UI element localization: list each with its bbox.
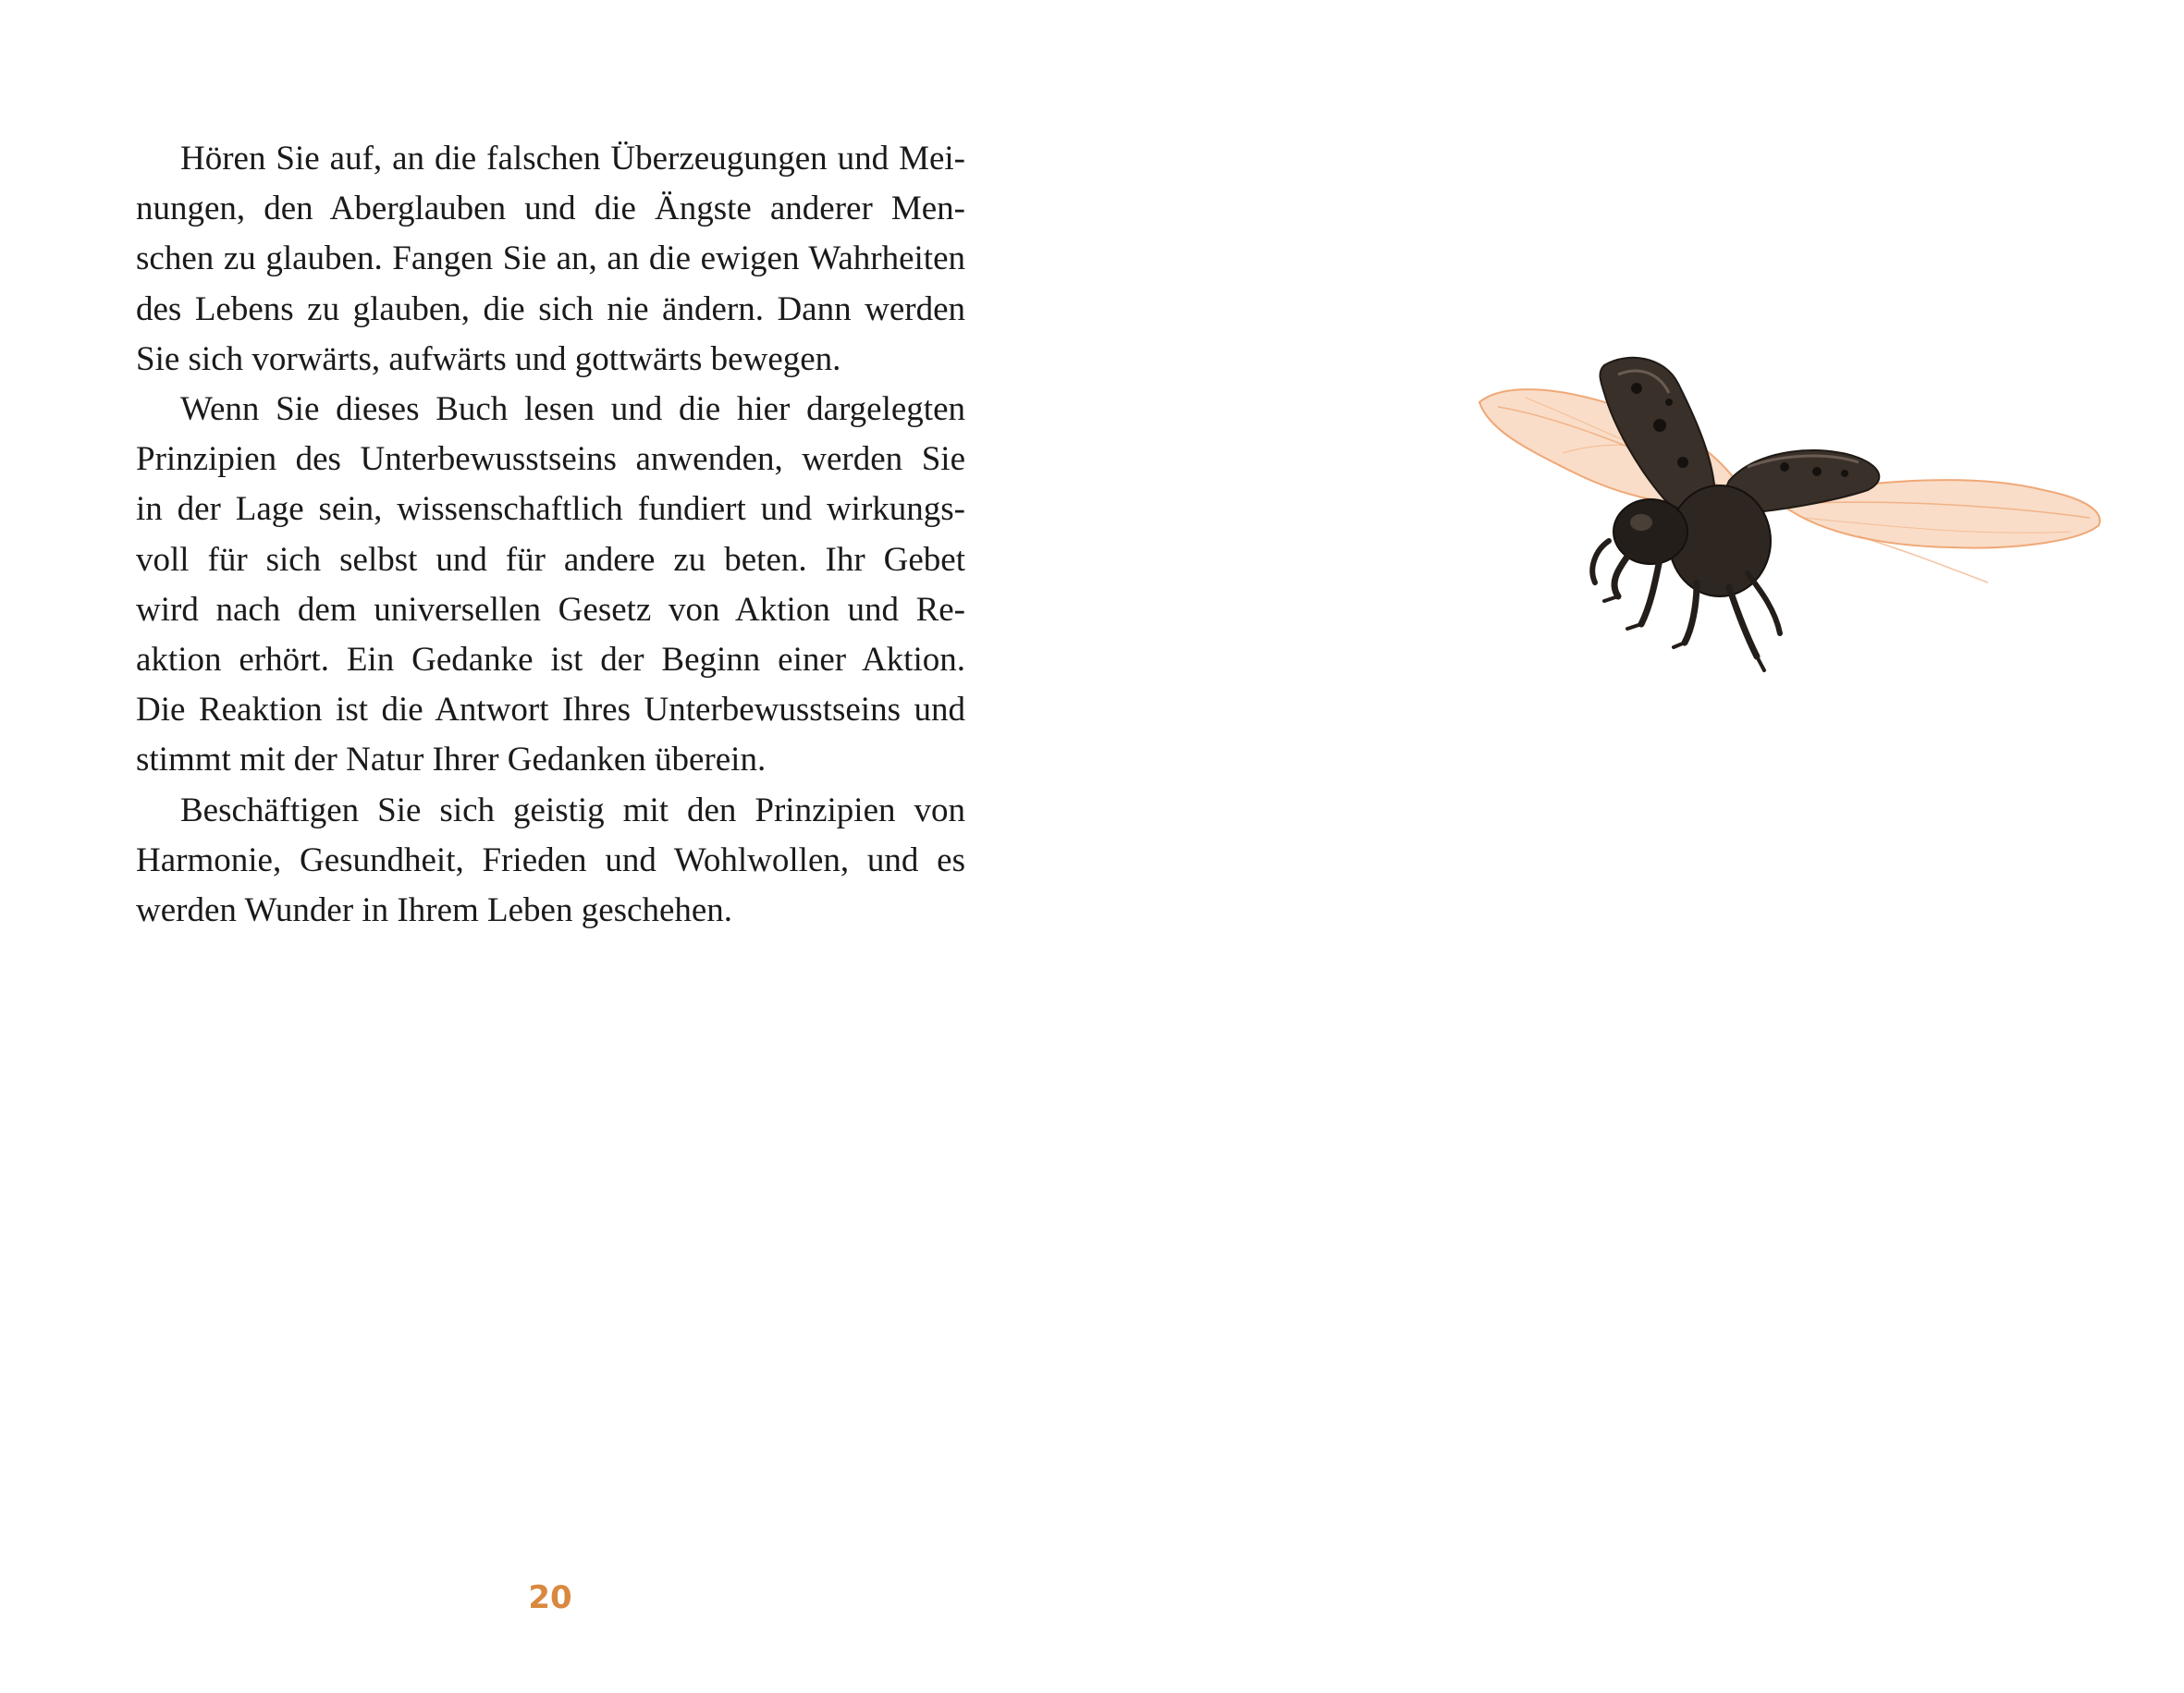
text-line: Prinzipien des Unterbewusstseins anwenden, werden Sie: [136, 440, 965, 479]
text-line: Harmonie, Gesundheit, Frieden und Wohlwollen, und es: [136, 840, 965, 879]
text-line: in der Lage sein, wissenschaftlich fundiert und wirkungs-: [136, 490, 965, 529]
text-line: Sie sich vorwärts, aufwärts und gottwärts bewegen.: [136, 339, 841, 378]
text-line: des Lebens zu glauben, die sich nie ändern. Dann werden: [136, 289, 965, 328]
text-line: wird nach dem universellen Gesetz von Aktion und Re-: [136, 590, 965, 629]
text-line: werden Wunder in Ihrem Leben geschehen.: [136, 891, 733, 930]
body-text: [136, 134, 965, 936]
text-line: Wenn Sie dieses Buch lesen und die hier dargelegten: [180, 390, 965, 429]
ladybug-illustration-icon: [1470, 351, 2117, 684]
text-line: nungen, den Aberglauben und die Ängste anderer Men-: [136, 190, 965, 228]
text-line: Hören Sie auf, an die falschen Überzeugungen und Mei-: [180, 140, 965, 178]
text-line: stimmt mit der Natur Ihrer Gedanken überein.: [136, 741, 767, 779]
text-line: voll für sich selbst und für andere zu beten. Ihr Gebet: [136, 540, 965, 579]
text-line: Die Reaktion ist die Antwort Ihres Unterbewusstseins und: [136, 691, 965, 730]
text-line: Beschäftigen Sie sich geistig mit den Prinzipien von: [180, 791, 965, 829]
text-line: schen zu glauben. Fangen Sie an, an die ewigen Wahrheiten: [136, 239, 965, 278]
page-number: 20: [528, 1579, 572, 1616]
text-line: aktion erhört. Ein Gedanke ist der Beginn einer Aktion.: [136, 641, 965, 680]
